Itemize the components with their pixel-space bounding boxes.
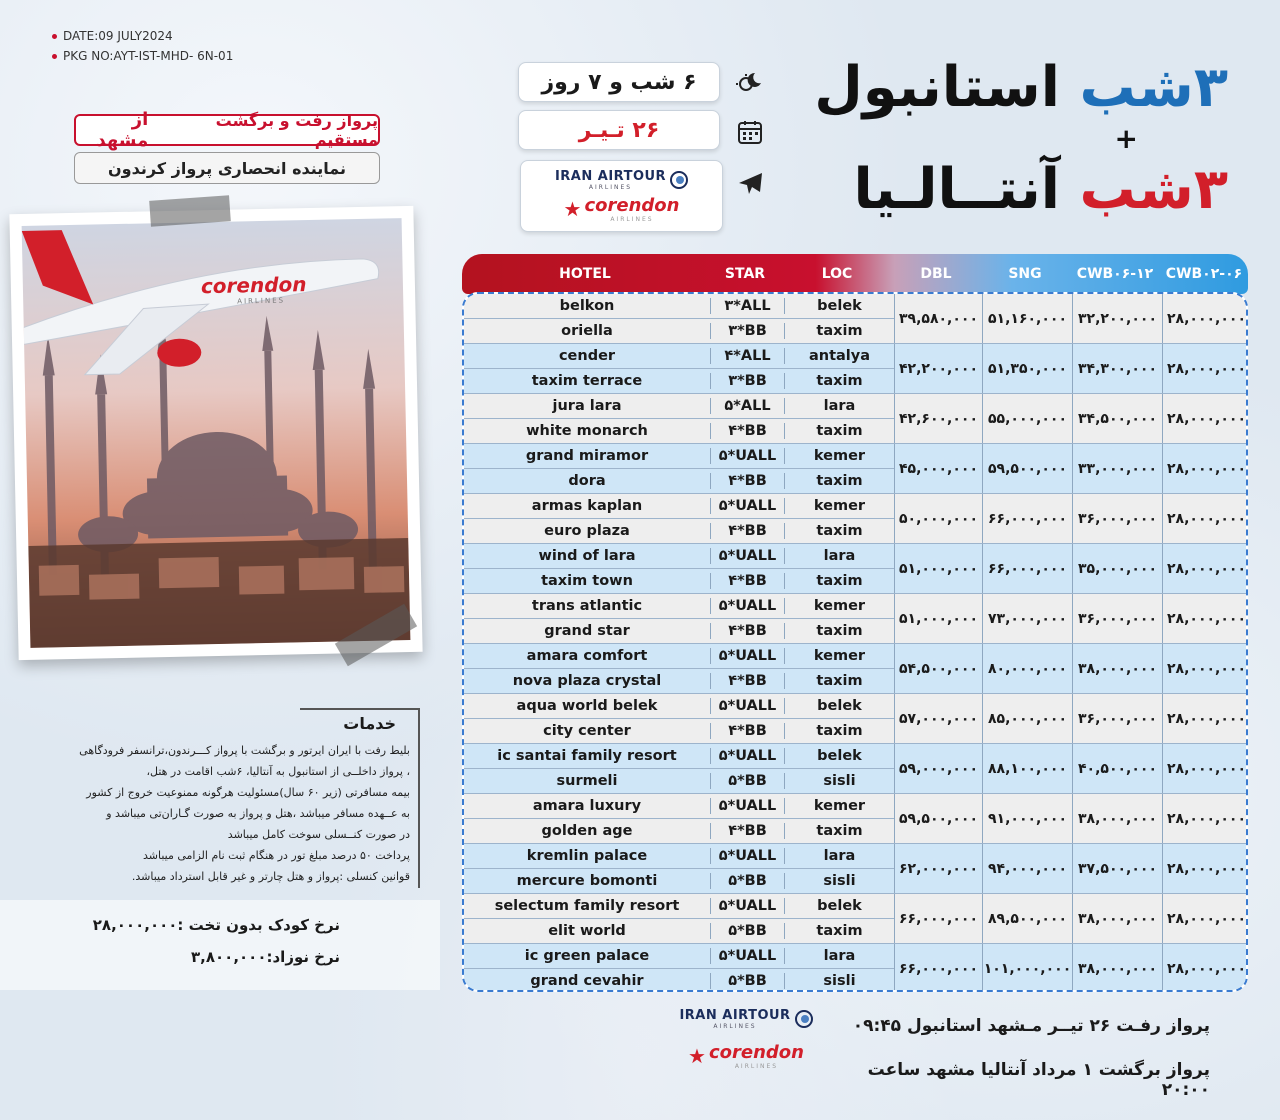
cwb-6-12-price: ۳۶,۰۰۰,۰۰۰	[1072, 694, 1162, 743]
calendar-icon	[730, 112, 770, 152]
table-row	[464, 644, 894, 669]
sng-price: ۶۶,۰۰۰,۰۰۰	[982, 494, 1072, 543]
hotel-cell: taxim town	[541, 573, 633, 589]
table-row	[464, 519, 894, 544]
loc-cell: sisli	[784, 973, 894, 989]
dbl-price: ۴۵,۰۰۰,۰۰۰	[894, 444, 982, 493]
title-city-istanbul: استانبول	[814, 55, 1060, 120]
star-cell: ۵*ALL	[710, 398, 784, 414]
cwb-2-6-price: ۲۸,۰۰۰,۰۰۰	[1162, 844, 1248, 893]
bullet-icon	[52, 54, 57, 59]
table-row	[464, 369, 894, 394]
date-pill	[518, 110, 720, 150]
loc-cell: kemer	[784, 448, 894, 464]
cwb-2-6-price: ۲۸,۰۰۰,۰۰۰	[1162, 394, 1248, 443]
loc-cell: taxim	[784, 523, 894, 539]
table-row	[464, 294, 894, 319]
cwb-6-12-price: ۳۷,۵۰۰,۰۰۰	[1072, 844, 1162, 893]
table-row	[464, 344, 894, 369]
sng-price: ۸۹,۵۰۰,۰۰۰	[982, 894, 1072, 943]
services-title: خدمات	[343, 714, 396, 733]
service-line: بلیط رفت با ایران ایرتور و برگشت با پرواز کـــرندون،ترانسفر فرودگاهی	[79, 744, 410, 757]
hotel-cell: amara luxury	[532, 798, 642, 814]
date-text: ۲۶ تـیـر	[578, 117, 660, 143]
service-line: به عــهده مسافر میباشد ،هتل و پرواز به صورت گـاران‌تی میباشد و	[106, 807, 410, 820]
hotel-cell: taxim terrace	[531, 373, 643, 389]
loc-cell: kemer	[784, 648, 894, 664]
title-plus: +	[1114, 122, 1138, 155]
sng-price: ۵۱,۱۶۰,۰۰۰	[982, 294, 1072, 343]
cwb-2-6-price: ۲۸,۰۰۰,۰۰۰	[1162, 494, 1248, 543]
iran-airtour-emblem-icon	[670, 171, 688, 189]
sng-price: ۹۱,۰۰۰,۰۰۰	[982, 794, 1072, 843]
hotel-cell: ic santai family resort	[497, 748, 677, 764]
dbl-price: ۵۷,۰۰۰,۰۰۰	[894, 694, 982, 743]
sng-price: ۵۵,۰۰۰,۰۰۰	[982, 394, 1072, 443]
moon-icon	[730, 62, 770, 102]
table-row	[464, 769, 894, 794]
star-cell: ۴*BB	[710, 523, 784, 539]
cwb-6-12-price: ۳۶,۰۰۰,۰۰۰	[1072, 594, 1162, 643]
price-group-row	[894, 344, 1248, 394]
hotel-cell: ic green palace	[524, 948, 650, 964]
table-row	[464, 794, 894, 819]
hotel-cell: jura lara	[552, 398, 622, 414]
bottom-airline-logos	[676, 1008, 816, 1070]
dbl-price: ۳۹,۵۸۰,۰۰۰	[894, 294, 982, 343]
meta-info	[52, 26, 233, 66]
table-row	[464, 819, 894, 844]
dbl-price: ۵۱,۰۰۰,۰۰۰	[894, 594, 982, 643]
loc-cell: taxim	[784, 623, 894, 639]
page-title	[808, 52, 1228, 226]
star-cell: ۵*UALL	[710, 848, 784, 864]
direct-flight-text: پرواز رفت و برگشت مستقیم	[215, 111, 378, 149]
table-row	[464, 494, 894, 519]
table-row	[464, 319, 894, 344]
loc-cell: lara	[784, 548, 894, 564]
loc-cell: kemer	[784, 498, 894, 514]
dbl-price: ۶۶,۰۰۰,۰۰۰	[894, 944, 982, 992]
cwb-6-12-price: ۳۳,۰۰۰,۰۰۰	[1072, 444, 1162, 493]
star-cell: ۵*UALL	[710, 448, 784, 464]
cwb-6-12-price: ۳۴,۵۰۰,۰۰۰	[1072, 394, 1162, 443]
sng-price: ۵۹,۵۰۰,۰۰۰	[982, 444, 1072, 493]
price-group-row	[894, 394, 1248, 444]
service-line: بیمه مسافرتی (زیر ۶۰ سال)مسئولیت هرگونه ممنوعیت خروج از کشور	[86, 786, 410, 799]
hotel-cell: aqua world belek	[516, 698, 658, 714]
infant-price: نرخ نوزاد:۳,۸۰۰,۰۰۰	[191, 948, 340, 966]
table-row	[464, 669, 894, 694]
cwb-6-12-price: ۳۸,۰۰۰,۰۰۰	[1072, 794, 1162, 843]
sng-price: ۸۰,۰۰۰,۰۰۰	[982, 644, 1072, 693]
loc-cell: taxim	[784, 923, 894, 939]
table-row	[464, 569, 894, 594]
hotel-cell: wind of lara	[538, 548, 636, 564]
cwb-2-6-price: ۲۸,۰۰۰,۰۰۰	[1162, 444, 1248, 493]
table-row	[464, 969, 894, 992]
iran-airtour-logo: IRAN AIRTOUR AIRLINES	[555, 169, 688, 191]
dbl-price: ۵۹,۰۰۰,۰۰۰	[894, 744, 982, 793]
dbl-price: ۵۰,۰۰۰,۰۰۰	[894, 494, 982, 543]
dbl-price: ۵۴,۵۰۰,۰۰۰	[894, 644, 982, 693]
table-row	[464, 594, 894, 619]
dbl-price: ۵۱,۰۰۰,۰۰۰	[894, 544, 982, 593]
loc-cell: sisli	[784, 773, 894, 789]
star-cell: ۵*UALL	[710, 898, 784, 914]
hotel-cell: dora	[568, 473, 606, 489]
table-row	[464, 894, 894, 919]
price-group-row	[894, 744, 1248, 794]
header-cwb-6-12: CWB۰۶-۱۲	[1076, 266, 1154, 282]
price-group-row	[894, 844, 1248, 894]
sng-price: ۵۱,۳۵۰,۰۰۰	[982, 344, 1072, 393]
star-cell: ۴*BB	[710, 423, 784, 439]
loc-cell: lara	[784, 398, 894, 414]
star-cell: ۴*BB	[710, 823, 784, 839]
hotel-cell: grand cevahir	[530, 973, 644, 989]
loc-cell: belek	[784, 298, 894, 314]
table-row	[464, 544, 894, 569]
hotel-cell: mercure bomonti	[516, 873, 658, 889]
table-row	[464, 469, 894, 494]
cwb-6-12-price: ۳۵,۰۰۰,۰۰۰	[1072, 544, 1162, 593]
star-cell: ۳*ALL	[710, 298, 784, 314]
iran-airtour-emblem-icon	[795, 1010, 813, 1028]
hotel-cell: grand miramor	[525, 448, 649, 464]
cwb-2-6-price: ۲۸,۰۰۰,۰۰۰	[1162, 894, 1248, 943]
hotel-cell: kremlin palace	[526, 848, 648, 864]
star-cell: ۵*BB	[710, 973, 784, 989]
star-icon: ★	[563, 197, 582, 221]
hotel-cell: cender	[558, 348, 616, 364]
cwb-2-6-price: ۲۸,۰۰۰,۰۰۰	[1162, 694, 1248, 743]
price-group-row	[894, 294, 1248, 344]
price-group-row	[894, 544, 1248, 594]
hotel-cell: city center	[543, 723, 631, 739]
title-nights-antalya: ۳شب	[1079, 157, 1228, 222]
child-no-bed-price: نرخ کودک بدون تخت :۲۸,۰۰۰,۰۰۰	[92, 916, 340, 934]
star-cell: ۴*BB	[710, 673, 784, 689]
table-row	[464, 944, 894, 969]
dbl-price: ۴۲,۲۰۰,۰۰۰	[894, 344, 982, 393]
cwb-6-12-price: ۳۸,۰۰۰,۰۰۰	[1072, 944, 1162, 992]
cwb-2-6-price: ۲۸,۰۰۰,۰۰۰	[1162, 744, 1248, 793]
header-hotel: HOTEL	[559, 266, 611, 282]
sng-price: ۱۰۱,۰۰۰,۰۰۰	[982, 944, 1072, 992]
table-header	[462, 254, 1248, 294]
plane-brand-sub: AIRLINES	[237, 296, 286, 306]
star-cell: ۴*BB	[710, 723, 784, 739]
price-table	[462, 292, 1248, 992]
star-icon: ★	[688, 1044, 706, 1068]
price-group-row	[894, 644, 1248, 694]
star-cell: ۵*UALL	[710, 548, 784, 564]
sng-price: ۶۶,۰۰۰,۰۰۰	[982, 544, 1072, 593]
services-list	[48, 740, 410, 887]
loc-cell: kemer	[784, 798, 894, 814]
plane-brand-text: corendon	[200, 272, 307, 299]
cwb-6-12-price: ۳۶,۰۰۰,۰۰۰	[1072, 494, 1162, 543]
loc-cell: taxim	[784, 373, 894, 389]
header-dbl: DBL	[920, 266, 952, 282]
cwb-2-6-price: ۲۸,۰۰۰,۰۰۰	[1162, 344, 1248, 393]
table-row	[464, 694, 894, 719]
price-group-row	[894, 794, 1248, 844]
bullet-icon	[52, 34, 57, 39]
loc-cell: antalya	[784, 348, 894, 364]
direct-flight-banner	[74, 109, 380, 151]
hotel-cell: euro plaza	[544, 523, 630, 539]
header-loc: LOC	[821, 266, 853, 282]
exclusive-agent-banner	[74, 152, 380, 184]
loc-cell: taxim	[784, 423, 894, 439]
loc-cell: taxim	[784, 823, 894, 839]
return-flight: پرواز برگشت ۱ مرداد آنتالیا مشهد ساعت ۲۰:۰۰	[867, 1060, 1210, 1100]
hotel-cell: amara comfort	[526, 648, 648, 664]
cwb-2-6-price: ۲۸,۰۰۰,۰۰۰	[1162, 594, 1248, 643]
cwb-6-12-price: ۳۴,۳۰۰,۰۰۰	[1072, 344, 1162, 393]
hotel-cell: elit world	[548, 923, 626, 939]
sng-price: ۸۵,۰۰۰,۰۰۰	[982, 694, 1072, 743]
sng-price: ۸۸,۱۰۰,۰۰۰	[982, 744, 1072, 793]
hotel-cell: grand star	[544, 623, 630, 639]
hotel-rows	[464, 294, 894, 992]
service-line: قوانین کنسلی :پرواز و هتل چارتر و غیر قابل استرداد میباشد.	[131, 870, 410, 883]
hotel-cell: oriella	[561, 323, 613, 339]
star-cell: ۵*BB	[710, 873, 784, 889]
loc-cell: sisli	[784, 873, 894, 889]
loc-cell: belek	[784, 898, 894, 914]
table-row	[464, 419, 894, 444]
title-antalya	[808, 154, 1228, 226]
corendon-logo-bottom: ★ corendon AIRLINES	[688, 1042, 804, 1070]
loc-cell: belek	[784, 748, 894, 764]
hotel-cell: surmeli	[556, 773, 618, 789]
dbl-price: ۶۲,۰۰۰,۰۰۰	[894, 844, 982, 893]
hotel-cell: trans atlantic	[531, 598, 643, 614]
price-group-row	[894, 944, 1248, 992]
hotel-cell: belkon	[559, 298, 615, 314]
loc-cell: belek	[784, 698, 894, 714]
header-star: STAR	[724, 266, 766, 282]
price-group-row	[894, 894, 1248, 944]
table-row	[464, 619, 894, 644]
plane-icon	[730, 164, 770, 204]
loc-cell: kemer	[784, 598, 894, 614]
title-nights-istanbul: ۳شب	[1079, 55, 1228, 120]
loc-cell: taxim	[784, 673, 894, 689]
loc-cell: lara	[784, 948, 894, 964]
duration-pill	[518, 62, 720, 102]
table-row	[464, 394, 894, 419]
hotel-cell: golden age	[541, 823, 633, 839]
loc-cell: taxim	[784, 573, 894, 589]
star-cell: ۴*BB	[710, 623, 784, 639]
service-line: ، پرواز داخلــی از استانبول به آنتالیا، ۶شب اقامت در هتل،	[146, 765, 410, 778]
star-cell: ۳*BB	[710, 373, 784, 389]
star-cell: ۵*UALL	[710, 798, 784, 814]
loc-cell: lara	[784, 848, 894, 864]
price-groups	[894, 294, 1248, 992]
dbl-price: ۴۲,۶۰۰,۰۰۰	[894, 394, 982, 443]
cwb-6-12-price: ۴۰,۵۰۰,۰۰۰	[1072, 744, 1162, 793]
from-mashhad-text: از مشهد	[96, 109, 149, 151]
service-line: در صورت کنــسلی سوخت کامل میباشد	[227, 828, 410, 841]
date-label: DATE:09 JULY2024	[63, 29, 173, 43]
hotel-cell: white monarch	[526, 423, 648, 439]
price-group-row	[894, 694, 1248, 744]
title-istanbul	[808, 52, 1228, 124]
star-cell: ۵*UALL	[710, 648, 784, 664]
loc-cell: taxim	[784, 473, 894, 489]
outbound-flight: پرواز رفـت ۲۶ تیــر مـشهد استانبول ۰۹:۴۵	[852, 1016, 1210, 1036]
child-prices-box	[0, 900, 440, 990]
star-cell: ۵*UALL	[710, 498, 784, 514]
table-row	[464, 844, 894, 869]
star-cell: ۵*BB	[710, 923, 784, 939]
price-group-row	[894, 444, 1248, 494]
header-sng: SNG	[1008, 266, 1042, 282]
cwb-2-6-price: ۲۸,۰۰۰,۰۰۰	[1162, 944, 1248, 992]
star-cell: ۴*ALL	[710, 348, 784, 364]
istanbul-photo	[9, 206, 422, 660]
hotel-cell: selectum family resort	[494, 898, 680, 914]
table-row	[464, 919, 894, 944]
corendon-logo: ★ corendon AIRLINES	[563, 195, 680, 223]
table-row	[464, 719, 894, 744]
sng-price: ۷۳,۰۰۰,۰۰۰	[982, 594, 1072, 643]
cwb-6-12-price: ۳۲,۲۰۰,۰۰۰	[1072, 294, 1162, 343]
service-line: پرداخت ۵۰ درصد مبلغ تور در هنگام ثبت نام الزامی میباشد	[142, 849, 410, 862]
price-group-row	[894, 594, 1248, 644]
loc-cell: taxim	[784, 323, 894, 339]
star-cell: ۵*BB	[710, 773, 784, 789]
table-row	[464, 744, 894, 769]
sng-price: ۹۴,۰۰۰,۰۰۰	[982, 844, 1072, 893]
star-cell: ۵*UALL	[710, 698, 784, 714]
cwb-2-6-price: ۲۸,۰۰۰,۰۰۰	[1162, 294, 1248, 343]
cwb-6-12-price: ۳۸,۰۰۰,۰۰۰	[1072, 644, 1162, 693]
tape-top	[149, 195, 231, 227]
duration-text: ۶ شب و ۷ روز	[541, 69, 697, 95]
exclusive-agent-text: نماینده انحصاری پرواز کرندون	[107, 158, 347, 178]
dbl-price: ۶۶,۰۰۰,۰۰۰	[894, 894, 982, 943]
cwb-2-6-price: ۲۸,۰۰۰,۰۰۰	[1162, 644, 1248, 693]
title-city-antalya: آنتــالـیا	[853, 157, 1060, 222]
cwb-2-6-price: ۲۸,۰۰۰,۰۰۰	[1162, 544, 1248, 593]
dbl-price: ۵۹,۵۰۰,۰۰۰	[894, 794, 982, 843]
table-row	[464, 869, 894, 894]
header-cwb-2-6: CWB۰۲-۰۶	[1165, 266, 1243, 282]
hotel-cell: nova plaza crystal	[512, 673, 662, 689]
loc-cell: taxim	[784, 723, 894, 739]
hotel-cell: armas kaplan	[531, 498, 643, 514]
package-number: PKG NO:AYT-IST-MHD- 6N-01	[63, 49, 234, 63]
star-cell: ۵*UALL	[710, 748, 784, 764]
table-row	[464, 444, 894, 469]
cwb-2-6-price: ۲۸,۰۰۰,۰۰۰	[1162, 794, 1248, 843]
star-cell: ۵*UALL	[710, 948, 784, 964]
price-group-row	[894, 494, 1248, 544]
star-cell: ۵*UALL	[710, 598, 784, 614]
iran-airtour-logo-bottom: IRAN AIRTOUR AIRLINES	[676, 1008, 816, 1030]
cwb-6-12-price: ۳۸,۰۰۰,۰۰۰	[1072, 894, 1162, 943]
star-cell: ۴*BB	[710, 573, 784, 589]
star-cell: ۴*BB	[710, 473, 784, 489]
star-cell: ۳*BB	[710, 323, 784, 339]
airline-logos	[520, 160, 723, 232]
